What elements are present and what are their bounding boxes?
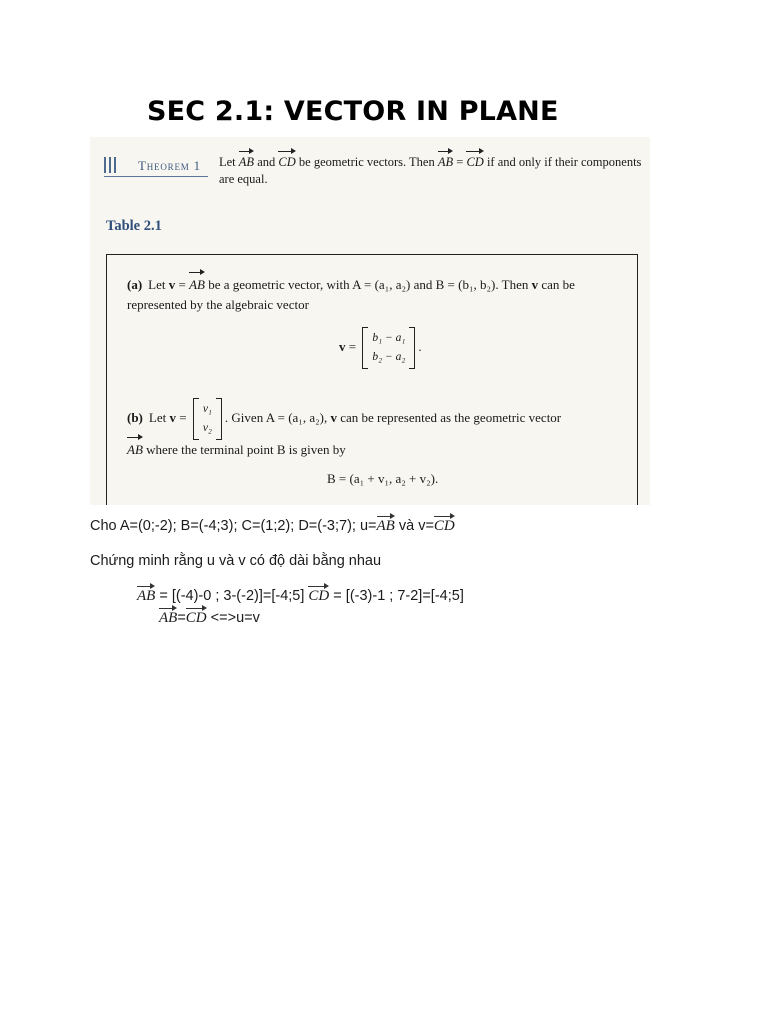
part-b-label: (b) bbox=[127, 409, 143, 425]
page-title: SEC 2.1: VECTOR IN PLANE bbox=[147, 96, 559, 127]
table-part-b: (b) Let v = v₁ v₂ . Given A = (a₁, a₂), v can be represented as the geometric vector AB where the terminal point B is given by bbox=[127, 398, 627, 460]
theorem-marker-icon bbox=[104, 157, 126, 175]
theorem-label: Theorem 1 bbox=[138, 158, 201, 173]
table-part-a: (a) Let v = AB be a geometric vector, with A = (a₁, a₂) and B = (b₁, b₂). Then v can be represented by the algebraic vector bbox=[127, 277, 575, 312]
problem-givens: Cho A=(0;-2); B=(-4;3); C=(1;2); D=(-3;7); u=AB và v=CD bbox=[90, 518, 455, 534]
part-a-label: (a) bbox=[127, 277, 143, 292]
part-b-column-vector: v₁ v₂ bbox=[193, 398, 222, 440]
theorem-rule bbox=[104, 176, 208, 177]
part-b-equation: B = (a₁ + v₁, a₂ + v₂). bbox=[327, 471, 439, 486]
solution-conclusion: AB=CD <=>u=v bbox=[159, 610, 260, 626]
textbook-excerpt-image bbox=[90, 137, 650, 505]
table-title: Table 2.1 bbox=[106, 218, 162, 234]
theorem-statement: Let AB and CD be geometric vectors. Then AB = CD if and only if their components are equal. bbox=[219, 155, 642, 186]
solution-line-1: AB = [(-4)-0 ; 3-(-2)]=[-4;5] CD = [(-3)-1 ; 7-2]=[-4;5] bbox=[137, 588, 464, 604]
table-box bbox=[106, 254, 638, 505]
problem-task: Chứng minh rằng u và v có độ dài bằng nhau bbox=[90, 553, 382, 569]
part-a-equation: v = b₁ − a₁ b₂ − a₂ . bbox=[339, 327, 422, 369]
part-a-column-vector: b₁ − a₁ b₂ − a₂ bbox=[362, 327, 415, 369]
